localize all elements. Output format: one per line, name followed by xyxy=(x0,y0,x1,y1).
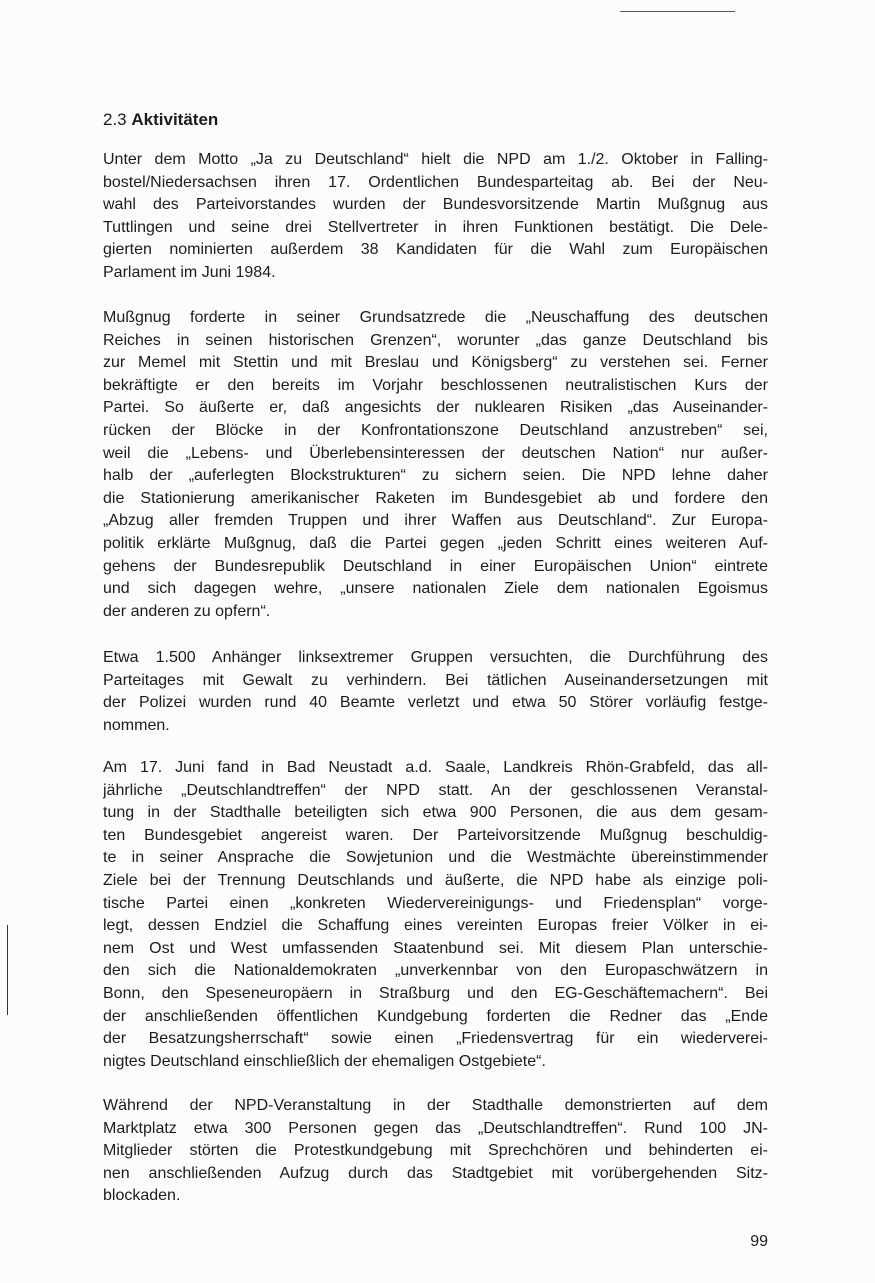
paragraph-4 xyxy=(103,757,768,1073)
text-line: halb der „auferlegten Blockstrukturen“ zu sichern seien. Die NPD lehne daher xyxy=(103,467,768,485)
text-line: Tuttlingen und seine drei Stellvertreter in ihren Funktionen bestätigt. Die Dele- xyxy=(103,218,768,236)
text-line: Bonn, den Speseneuropäern in Straßburg und den EG-Geschäftemachern“. Bei xyxy=(103,984,768,1002)
text-line: legt, dessen Endziel die Schaffung eines vereinten Europas freier Völker in ei- xyxy=(103,917,768,935)
scan-mark-left xyxy=(7,925,8,1015)
text-line: weil die „Lebens- und Überlebensinteressen der deutschen Nation“ nur außer- xyxy=(103,444,768,462)
text-line: Etwa 1.500 Anhänger linksextremer Gruppen versuchten, die Durchführung des xyxy=(103,649,768,666)
text-line: Am 17. Juni fand in Bad Neustadt a.d. Saale, Landkreis Rhön-Grabfeld, das all- xyxy=(103,759,768,776)
text-line: bostel/Niedersachsen ihren 17. Ordentlichen Bundesparteitag ab. Bei der Neu- xyxy=(103,173,768,191)
text-line: Während der NPD-Veranstaltung in der Stadthalle demonstrierten auf dem xyxy=(103,1097,768,1114)
text-line: nen anschließenden Aufzug durch das Stadtgebiet mit vorübergehenden Sitz- xyxy=(103,1164,768,1182)
text-line: den sich die Nationaldemokraten „unverkennbar von den Europaschwätzern in xyxy=(103,962,768,980)
text-line: die Stationierung amerikanischer Raketen im Bundesgebiet ab und fordere den xyxy=(103,489,768,507)
section-title: Aktivitäten xyxy=(131,110,219,129)
text-line: nommen. xyxy=(103,716,170,734)
text-line: der anschließenden öffentlichen Kundgebung forderten die Redner das „Ende xyxy=(103,1007,768,1025)
text-line: der Besatzungsherrschaft“ sowie einen „Friedensvertrag für ein wiederverei- xyxy=(103,1030,768,1048)
text-line: blockaden. xyxy=(103,1187,181,1205)
paragraph-1 xyxy=(103,149,768,285)
text-line: Reiches in seinen historischen Grenzen“, worunter „das ganze Deutschland bis xyxy=(103,331,768,349)
text-line: der anderen zu opfern“. xyxy=(103,602,271,620)
text-line: nigtes Deutschland einschließlich der ehemaligen Ostgebiete“. xyxy=(103,1052,546,1070)
text-line: Marktplatz etwa 300 Personen gegen das „Deutschlandtreffen“. Rund 100 JN- xyxy=(103,1119,768,1137)
text-line: gierten nominierten außerdem 38 Kandidaten für die Wahl zum Europäischen xyxy=(103,241,768,259)
text-line: tung in der Stadthalle beteiligten sich etwa 900 Personen, die aus dem gesam- xyxy=(103,804,768,822)
paragraph-5 xyxy=(103,1095,768,1208)
scan-mark-top xyxy=(620,11,735,12)
section-heading xyxy=(103,108,768,132)
text-line: Unter dem Motto „Ja zu Deutschland“ hielt die NPD am 1./2. Oktober in Falling- xyxy=(103,151,768,168)
text-line: nem Ost und West umfassenden Staatenbund sei. Mit diesem Plan unterschie- xyxy=(103,939,768,957)
text-line: te in seiner Ansprache die Sowjetunion und die Westmächte übereinstimmender xyxy=(103,849,768,867)
text-line: jährliche „Deutschlandtreffen“ der NPD statt. An der geschlossenen Veranstal- xyxy=(103,781,768,799)
text-line: gehens der Bundesrepublik Deutschland in einer Europäischen Union“ eintrete xyxy=(103,557,768,575)
text-line: Parlament im Juni 1984. xyxy=(103,263,276,281)
text-line: Parteitages mit Gewalt zu verhindern. Bei tätlichen Auseinandersetzungen mit xyxy=(103,671,768,689)
page-number: 99 xyxy=(750,1233,768,1250)
text-line: Mitglieder störten die Protestkundgebung mit Sprechchören und behinderten ei- xyxy=(103,1142,768,1160)
text-line: zur Memel mit Stettin und mit Breslau und Königsberg“ zu verstehen sei. Ferner xyxy=(103,354,768,372)
text-line: Mußgnug forderte in seiner Grundsatzrede die „Neuschaffung des deutschen xyxy=(103,309,768,326)
paragraph-3 xyxy=(103,647,768,737)
section-number: 2.3 xyxy=(103,110,127,129)
text-line: politik erklärte Mußgnug, daß die Partei gegen „jeden Schritt eines weiteren Auf- xyxy=(103,534,768,552)
paragraph-2 xyxy=(103,307,768,623)
text-line: der Polizei wurden rund 40 Beamte verletzt und etwa 50 Störer vorläufig festge- xyxy=(103,694,768,712)
text-line: „Abzug aller fremden Truppen und ihrer Waffen aus Deutschland“. Zur Europa- xyxy=(103,512,768,530)
text-line: und sich dagegen wehre, „unsere nationalen Ziele dem nationalen Egoismus xyxy=(103,580,768,598)
text-line: bekräftigte er den bereits im Vorjahr beschlossenen neutralistischen Kurs der xyxy=(103,376,768,394)
text-line: rücken der Blöcke in der Konfrontationszone Deutschland anzustreben“ sei, xyxy=(103,421,768,439)
text-line: Ziele bei der Trennung Deutschlands und äußerte, die NPD habe als einzige poli- xyxy=(103,871,768,889)
text-line: ten Bundesgebiet angereist waren. Der Parteivorsitzende Mußgnug beschuldig- xyxy=(103,826,768,844)
text-line: tische Partei einen „konkreten Wiedervereinigungs- und Friedensplan“ vorge- xyxy=(103,894,768,912)
text-line: Partei. So äußerte er, daß angesichts der nuklearen Risiken „das Auseinander- xyxy=(103,399,768,417)
text-line: wahl des Parteivorstandes wurden der Bundesvorsitzende Martin Mußgnug aus xyxy=(103,196,768,214)
